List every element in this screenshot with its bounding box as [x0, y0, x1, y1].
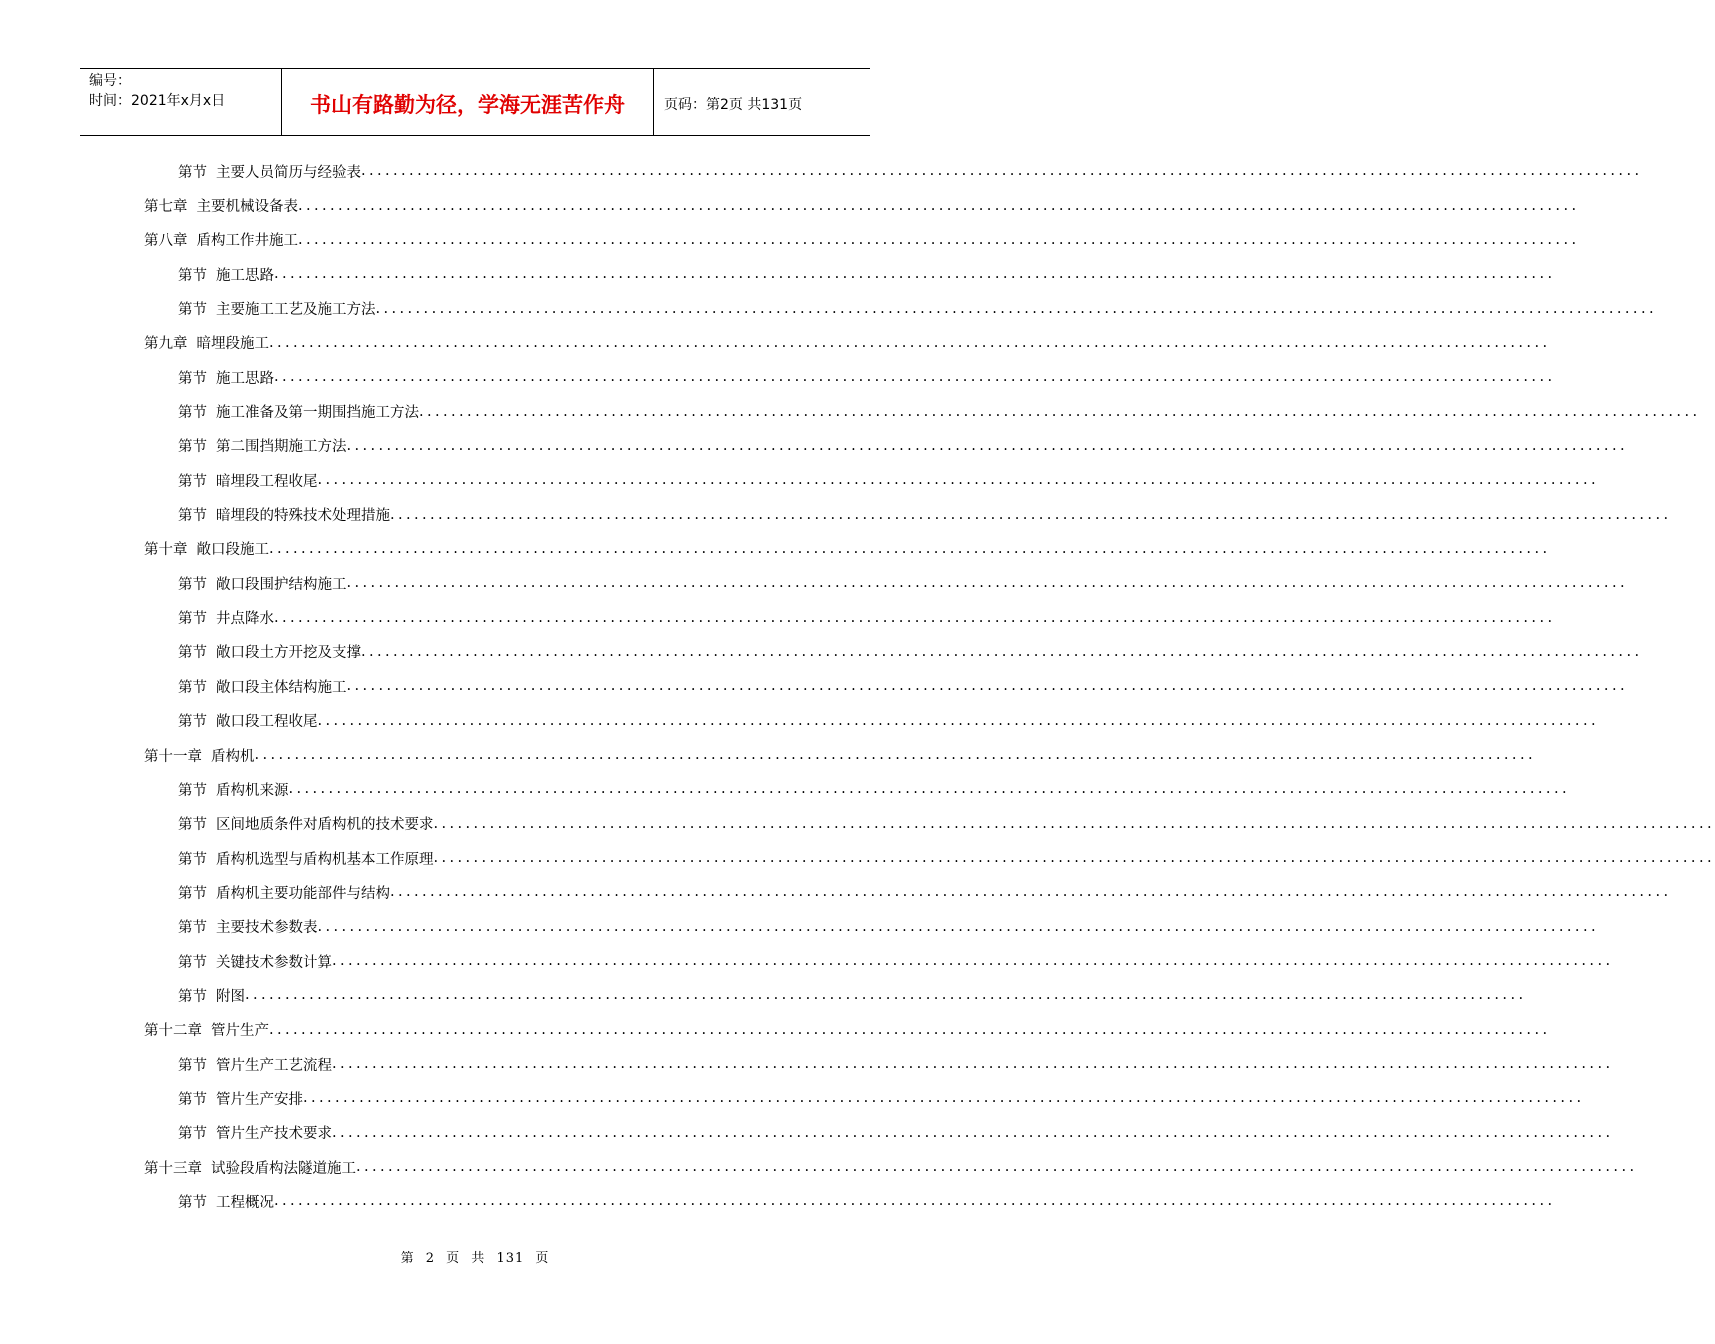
toc-leader-dots: ................................................................................................................................................................ [419, 403, 1701, 420]
toc-leader-dots: ................................................................................................................................................................ [269, 334, 1551, 351]
toc-section-entry[interactable] [0, 1184, 1556, 1218]
footer-di: 第 [400, 1251, 415, 1266]
toc-entry-prefix: 第八章 [144, 233, 188, 250]
toc-leader-dots: ................................................................................................................................................................ [433, 815, 1715, 832]
document-time: 时间：2021年x月x日 [89, 93, 226, 109]
toc-section-entry[interactable] [0, 635, 1643, 669]
toc-entry-prefix: 第节 [178, 473, 207, 490]
toc-entry-title: 敞口段施工 [196, 542, 269, 559]
toc-section-entry[interactable] [0, 566, 1628, 600]
toc-leader-dots: ................................................................................................................................................................ [346, 678, 1628, 695]
header-page-info: 页码：第2页 共131页 [664, 96, 803, 113]
toc-leader-dots: ................................................................................................................................................................ [298, 231, 1580, 248]
table-of-contents [0, 154, 1715, 1219]
toc-entry-title: 盾构机选型与盾构机基本工作原理 [216, 851, 434, 868]
toc-entry-prefix: 第节 [178, 1057, 207, 1074]
toc-section-entry[interactable] [0, 1047, 1614, 1081]
toc-leader-dots: ................................................................................................................................................................ [245, 987, 1527, 1004]
toc-entry-title: 管片生产技术要求 [216, 1126, 332, 1143]
toc-entry-prefix: 第节 [178, 405, 207, 422]
toc-entry-title: 盾构机 [211, 748, 255, 765]
toc-section-entry[interactable] [0, 360, 1556, 394]
header-meta [80, 69, 282, 135]
toc-section-entry[interactable] [0, 669, 1628, 703]
toc-entry-prefix: 第节 [178, 714, 207, 731]
toc-leader-dots: ................................................................................................................................................................ [346, 575, 1628, 592]
toc-section-entry[interactable] [0, 1116, 1614, 1150]
toc-section-entry[interactable] [0, 807, 1715, 841]
toc-section-entry[interactable] [0, 600, 1556, 634]
toc-leader-dots: ................................................................................................................................................................ [332, 953, 1614, 970]
toc-section-entry[interactable] [0, 841, 1715, 875]
toc-section-entry[interactable] [0, 704, 1599, 738]
toc-entry-title: 暗埋段工程收尾 [216, 473, 318, 490]
toc-entry-prefix: 第节 [178, 851, 207, 868]
toc-entry-title: 敞口段工程收尾 [216, 714, 318, 731]
toc-entry-title: 井点降水 [216, 611, 274, 628]
toc-section-entry[interactable] [0, 772, 1570, 806]
page-header [80, 68, 870, 136]
toc-chapter-entry[interactable] [0, 223, 1580, 257]
toc-section-entry[interactable] [0, 1081, 1585, 1115]
toc-entry-title: 主要人员简历与经验表 [216, 164, 361, 181]
toc-leader-dots: ................................................................................................................................................................ [254, 747, 1536, 764]
toc-entry-title: 施工准备及第一期围挡施工方法 [216, 405, 419, 422]
toc-entry-title: 敞口段围护结构施工 [216, 576, 347, 593]
toc-entry-prefix: 第节 [178, 164, 207, 181]
toc-entry-prefix: 第节 [178, 988, 207, 1005]
toc-entry-prefix: 第九章 [144, 336, 188, 353]
toc-chapter-entry[interactable] [0, 1150, 1638, 1184]
toc-entry-prefix: 第节 [178, 576, 207, 593]
toc-section-entry[interactable] [0, 497, 1672, 531]
toc-section-entry[interactable] [0, 429, 1628, 463]
toc-entry-prefix: 第节 [178, 267, 207, 284]
toc-leader-dots: ................................................................................................................................................................ [390, 884, 1672, 901]
toc-entry-prefix: 第节 [178, 679, 207, 696]
toc-entry-prefix: 第七章 [144, 199, 188, 216]
toc-leader-dots: ................................................................................................................................................................ [274, 609, 1556, 626]
toc-entry-prefix: 第十章 [144, 542, 188, 559]
toc-section-entry[interactable] [0, 291, 1657, 325]
toc-leader-dots: ................................................................................................................................................................ [375, 300, 1657, 317]
toc-leader-dots: ................................................................................................................................................................ [274, 266, 1556, 283]
toc-entry-title: 盾构工作井施工 [196, 233, 298, 250]
toc-entry-prefix: 第节 [178, 920, 207, 937]
toc-leader-dots: ................................................................................................................................................................ [317, 918, 1599, 935]
toc-entry-title: 暗埋段的特殊技术处理措施 [216, 508, 390, 525]
toc-entry-title: 第二围挡期施工方法 [216, 439, 347, 456]
toc-entry-prefix: 第十二章 [144, 1023, 202, 1040]
toc-leader-dots: ................................................................................................................................................................ [361, 643, 1643, 660]
toc-entry-title: 关键技术参数计算 [216, 954, 332, 971]
toc-section-entry[interactable] [0, 875, 1672, 909]
toc-entry-title: 主要机械设备表 [196, 199, 298, 216]
document-number-label: 编号： [89, 73, 131, 89]
toc-entry-prefix: 第节 [178, 1126, 207, 1143]
toc-leader-dots: ................................................................................................................................................................ [274, 369, 1556, 386]
toc-leader-dots: ................................................................................................................................................................ [332, 1124, 1614, 1141]
toc-entry-prefix: 第节 [178, 508, 207, 525]
footer-page-number: 2 [425, 1251, 435, 1266]
toc-entry-title: 管片生产安排 [216, 1091, 303, 1108]
toc-leader-dots: ................................................................................................................................................................ [346, 437, 1628, 454]
toc-entry-title: 施工思路 [216, 370, 274, 387]
toc-entry-title: 暗埋段施工 [196, 336, 269, 353]
footer-gong: 共 [471, 1251, 486, 1266]
toc-entry-title: 管片生产工艺流程 [216, 1057, 332, 1074]
toc-leader-dots: ................................................................................................................................................................ [317, 712, 1599, 729]
footer-ye2: 页 [535, 1251, 550, 1266]
toc-entry-prefix: 第节 [178, 1194, 207, 1211]
toc-entry-prefix: 第节 [178, 885, 207, 902]
toc-leader-dots: ................................................................................................................................................................ [274, 1193, 1556, 1210]
toc-entry-title: 工程概况 [216, 1194, 274, 1211]
toc-section-entry[interactable] [0, 257, 1556, 291]
toc-entry-title: 盾构机来源 [216, 782, 289, 799]
toc-entry-title: 区间地质条件对盾构机的技术要求 [216, 817, 434, 834]
toc-leader-dots: ................................................................................................................................................................ [361, 163, 1643, 180]
toc-leader-dots: ................................................................................................................................................................ [269, 540, 1551, 557]
toc-entry-title: 敞口段主体结构施工 [216, 679, 347, 696]
toc-leader-dots: ................................................................................................................................................................ [269, 1021, 1551, 1038]
toc-entry-title: 盾构机主要功能部件与结构 [216, 885, 390, 902]
toc-section-entry[interactable] [0, 944, 1614, 978]
toc-leader-dots: ................................................................................................................................................................ [317, 472, 1599, 489]
toc-chapter-entry[interactable] [0, 188, 1580, 222]
toc-leader-dots: ................................................................................................................................................................ [433, 850, 1715, 867]
toc-entry-title: 主要施工工艺及施工方法 [216, 302, 376, 319]
toc-entry-prefix: 第节 [178, 611, 207, 628]
toc-entry-prefix: 第节 [178, 370, 207, 387]
toc-entry-title: 敞口段土方开挖及支撑 [216, 645, 361, 662]
toc-chapter-entry[interactable] [0, 532, 1551, 566]
toc-entry-title: 管片生产 [211, 1023, 269, 1040]
toc-entry-title: 施工思路 [216, 267, 274, 284]
toc-section-entry[interactable] [0, 394, 1701, 428]
toc-chapter-entry[interactable] [0, 326, 1551, 360]
toc-leader-dots: ................................................................................................................................................................ [288, 781, 1570, 798]
toc-section-entry[interactable] [0, 910, 1599, 944]
toc-entry-prefix: 第节 [178, 954, 207, 971]
page-footer [0, 1247, 950, 1266]
toc-section-entry[interactable] [0, 978, 1527, 1012]
toc-chapter-entry[interactable] [0, 1013, 1551, 1047]
toc-entry-prefix: 第十一章 [144, 748, 202, 765]
toc-entry-prefix: 第节 [178, 302, 207, 319]
toc-entry-prefix: 第节 [178, 439, 207, 456]
toc-entry-prefix: 第十三章 [144, 1160, 202, 1177]
toc-section-entry[interactable] [0, 463, 1599, 497]
toc-entry-title: 主要技术参数表 [216, 920, 318, 937]
footer-ye: 页 [446, 1251, 461, 1266]
toc-entry-title: 附图 [216, 988, 245, 1005]
toc-leader-dots: ................................................................................................................................................................ [390, 506, 1672, 523]
toc-entry-prefix: 第节 [178, 782, 207, 799]
toc-chapter-entry[interactable] [0, 738, 1536, 772]
footer-total-pages: 131 [496, 1251, 525, 1266]
toc-entry-prefix: 第节 [178, 645, 207, 662]
header-motto: 书山有路勤为径，学海无涯苦作舟 [282, 69, 654, 135]
toc-section-entry[interactable] [0, 154, 1643, 188]
toc-entry-prefix: 第节 [178, 1091, 207, 1108]
toc-leader-dots: ................................................................................................................................................................ [356, 1159, 1638, 1176]
toc-leader-dots: ................................................................................................................................................................ [298, 197, 1580, 214]
toc-leader-dots: ................................................................................................................................................................ [303, 1090, 1585, 1107]
toc-entry-title: 试验段盾构法隧道施工 [211, 1160, 356, 1177]
toc-leader-dots: ................................................................................................................................................................ [332, 1056, 1614, 1073]
toc-entry-prefix: 第节 [178, 817, 207, 834]
